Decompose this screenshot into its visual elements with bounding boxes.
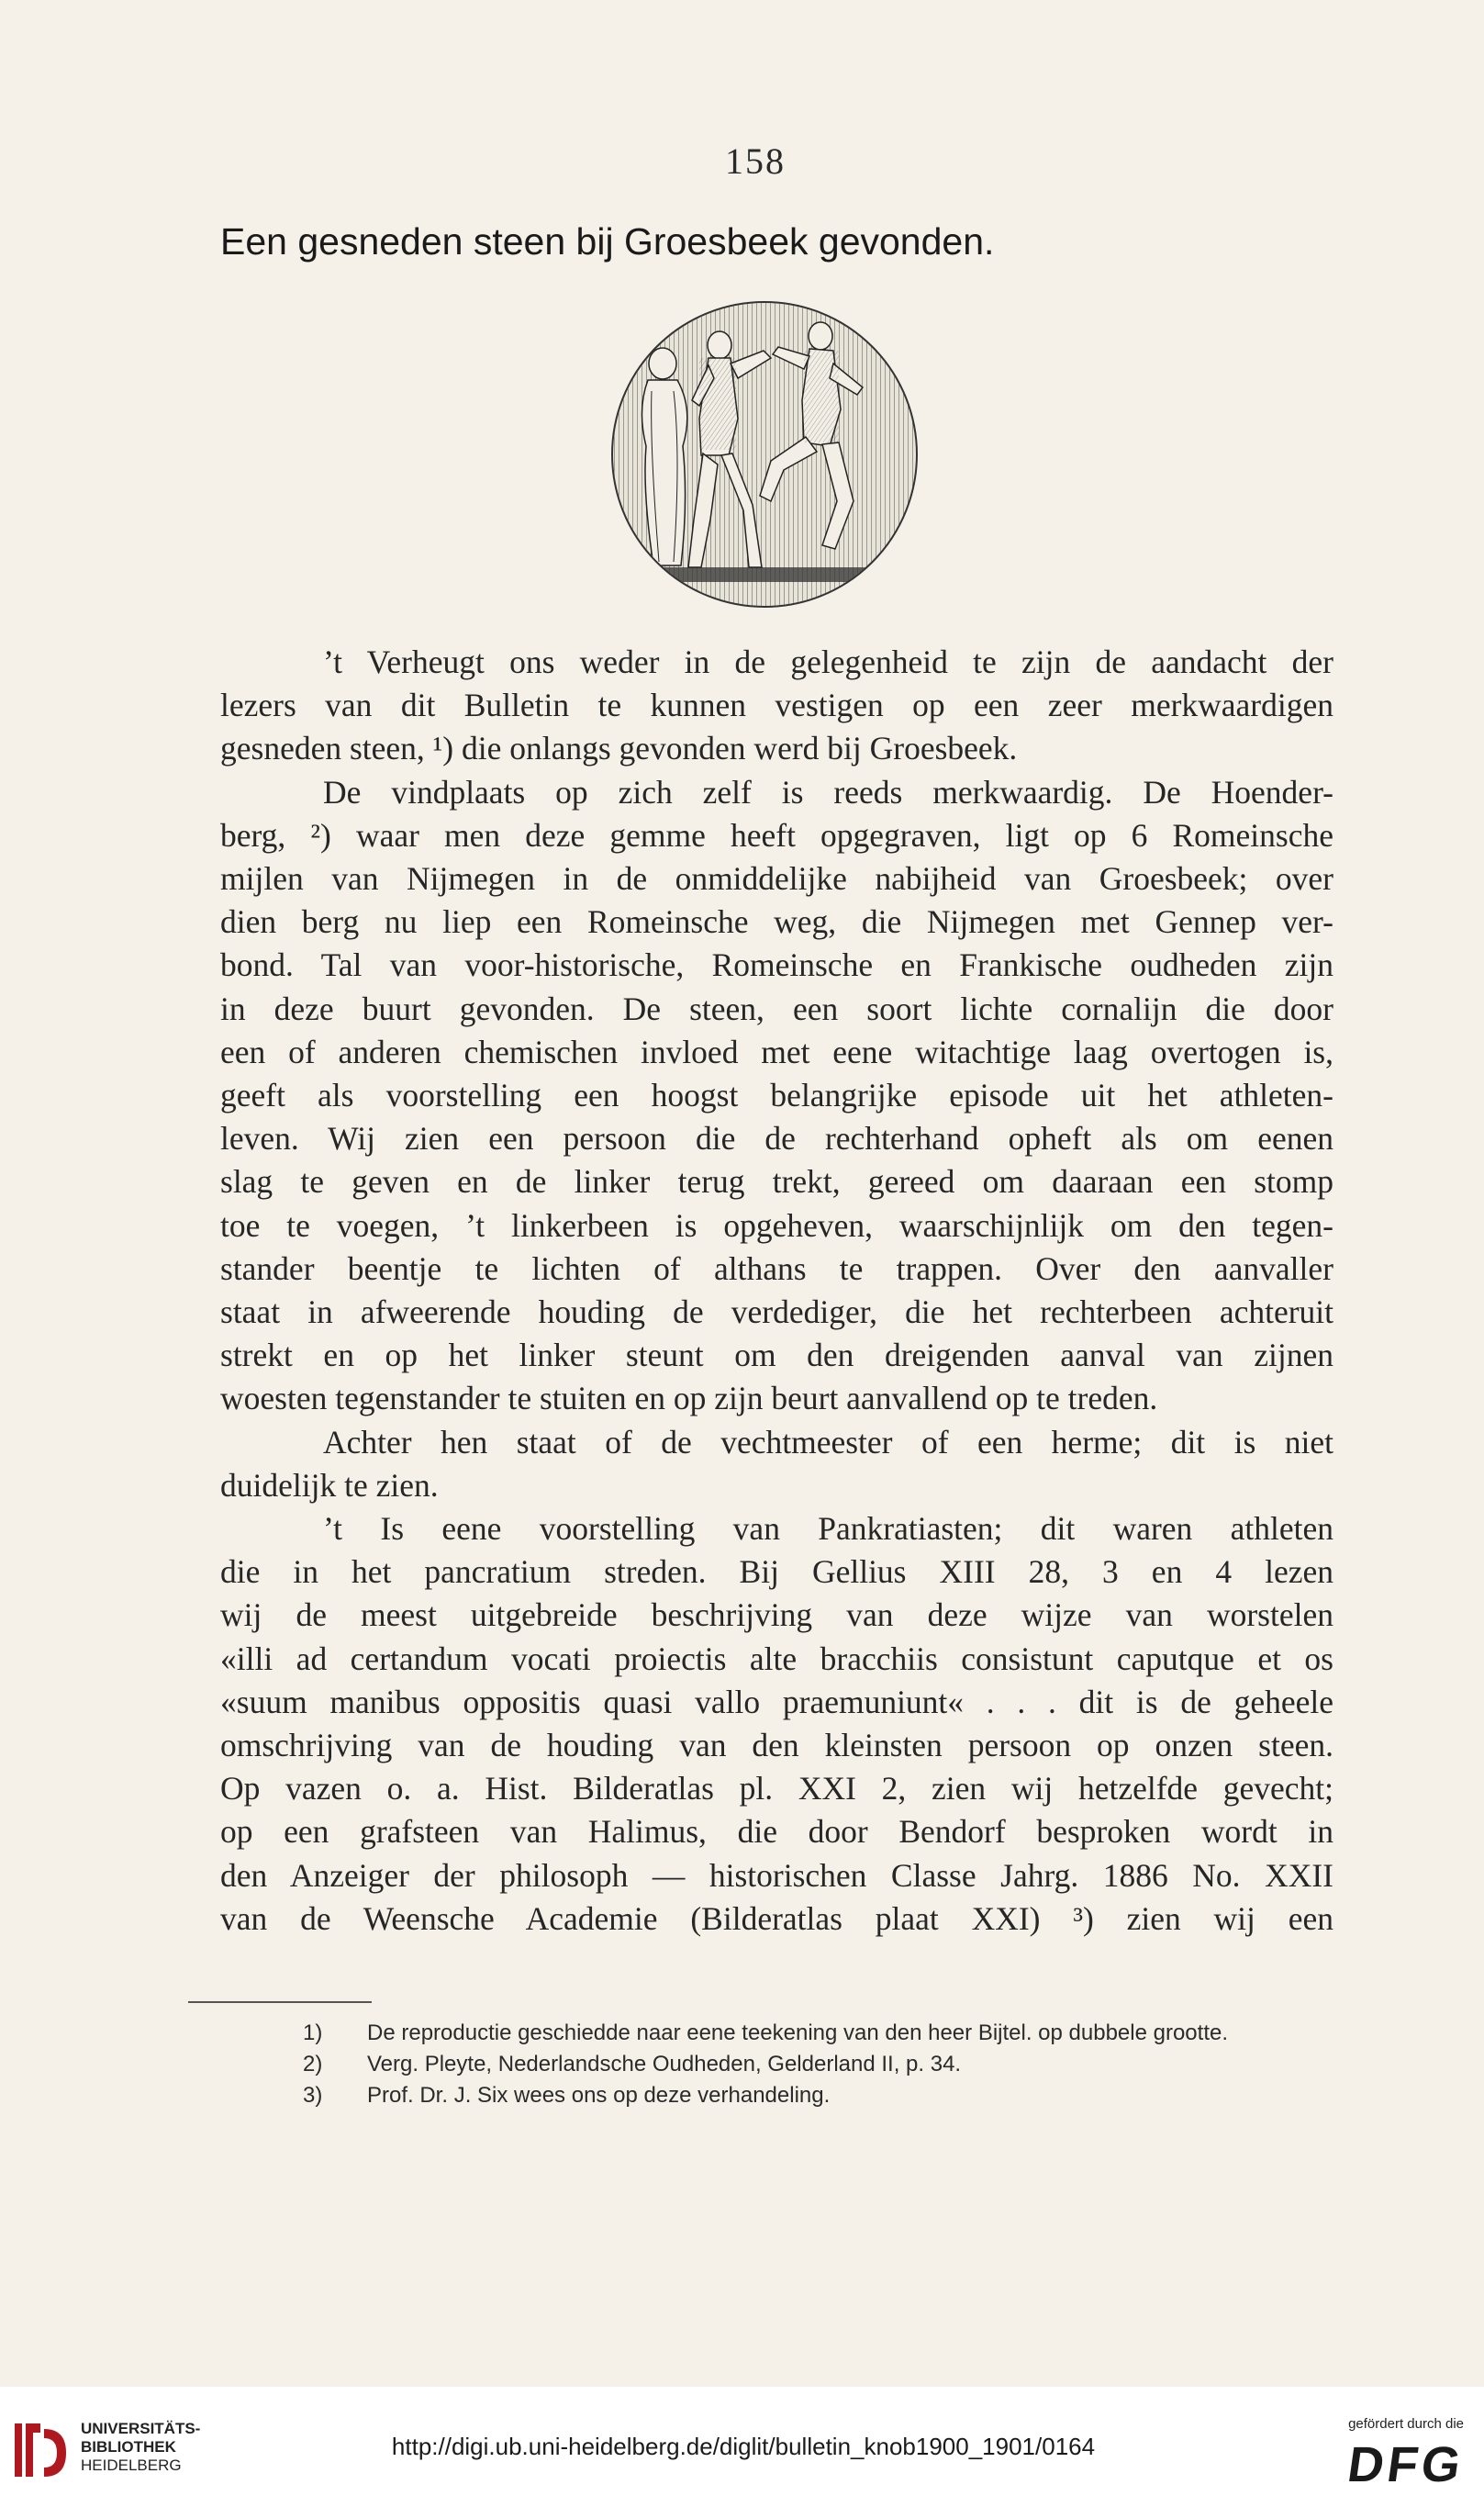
- text-line: lezers van dit Bulletin te kunnen vestigen op een zeer merkwaardigen: [220, 687, 1333, 724]
- text-line: duidelijk te zien.: [220, 1466, 439, 1504]
- text-line: wij de meest uitgebreide beschrijving van deze wijze van worstelen: [220, 1596, 1333, 1634]
- text-line: in deze buurt gevonden. De steen, een soort lichte cornalijn die door: [220, 990, 1333, 1027]
- text-line: De vindplaats op zich zelf is reeds merkwaardig. De Hoender-: [323, 773, 1333, 811]
- text-line: ’t Verheugt ons weder in de gelegenheid te zijn de aandacht der: [323, 644, 1333, 680]
- paragraph-2: [220, 771, 1333, 1421]
- text-line: Op vazen o. a. Hist. Bilderatlas pl. XXI 2, zien wij hetzelfde gevecht;: [220, 1770, 1333, 1808]
- footnote-number: 2): [303, 2052, 323, 2076]
- dfg-logo[interactable]: DFG: [1344, 2437, 1468, 2492]
- footnote-2: [303, 2049, 1340, 2080]
- text-line: dien berg nu liep een Romeinsche weg, die Nijmegen met Gennep ver-: [220, 903, 1333, 941]
- paragraph-3: [220, 1421, 1333, 1507]
- paragraph-4: [220, 1507, 1333, 1941]
- article-title: Een gesneden steen bij Groesbeek gevonden.: [220, 220, 995, 263]
- library-name-line: UNIVERSITÄTS-: [81, 2420, 201, 2437]
- text-line: slag te geven en de linker terug trekt, gereed om daaraan een stomp: [220, 1163, 1333, 1201]
- text-line: leven. Wij zien een persoon die de rechterhand opheft als om eenen: [220, 1120, 1333, 1158]
- library-logo[interactable]: [13, 2420, 200, 2480]
- text-line: stander beentje te lichten of althans te trappen. Over den aanvaller: [220, 1249, 1333, 1287]
- text-line: een of anderen chemischen invloed met eene witachtige laag overtogen is,: [220, 1033, 1333, 1070]
- text-line: berg, ²) waar men deze gemme heeft opgegraven, ligt op 6 Romeinsche: [220, 816, 1333, 854]
- text-line: mijlen van Nijmegen in de onmiddelijke nabijheid van Groesbeek; over: [220, 860, 1333, 898]
- library-name-line: BIBLIOTHEK: [81, 2438, 176, 2456]
- text-line: strekt en op het linker steunt om den dreigenden aanval van zijnen: [220, 1337, 1333, 1374]
- engraved-gem-illustration: [609, 299, 920, 610]
- text-line: op een grafsteen van Halimus, die door Bendorf besproken wordt in: [220, 1813, 1333, 1851]
- footnote-number: 1): [303, 2020, 323, 2045]
- text-line: omschrijving van de houding van den kleinsten persoon op onzen steen.: [220, 1727, 1333, 1764]
- text-line: woesten tegenstander te stuiten en op zijn beurt aanvallend op te treden.: [220, 1380, 1158, 1417]
- footnote-1: [303, 2018, 1340, 2049]
- paragraph-1: [220, 641, 1333, 771]
- text-line: den Anzeiger der philosoph — historischen Classe Jahrg. 1886 No. XXII: [220, 1856, 1333, 1894]
- text-line: ’t Is eene voorstelling van Pankratiasten; dit waren athleten: [323, 1510, 1333, 1548]
- funding-caption: gefördert durch die: [1348, 2416, 1464, 2432]
- text-line: geeft als voorstelling een hoogst belangrijke episode uit het athleten-: [220, 1077, 1333, 1114]
- text-line: staat in afweerende houding de verdediger, die het rechterbeen achteruit: [220, 1293, 1333, 1331]
- footnote-3: [303, 2080, 1340, 2111]
- library-name-line: HEIDELBERG: [81, 2457, 182, 2474]
- footnotes: [303, 2018, 1340, 2111]
- text-line: toe te voegen, ’t linkerbeen is opgeheven, waarschijnlijk om den tegen-: [220, 1206, 1333, 1244]
- footnote-text: De reproductie geschiedde naar eene teekening van den heer Bijtel. op dubbele grootte.: [367, 2020, 1229, 2045]
- footnote-divider: [188, 2001, 372, 2003]
- permalink-url[interactable]: http://digi.ub.uni-heidelberg.de/diglit/bulletin_knob1900_1901/0164: [391, 2433, 1096, 2460]
- text-line: van de Weensche Academie (Bilderatlas plaat XXI) ³) zien wij een: [220, 1899, 1333, 1937]
- text-line: bond. Tal van voor-historische, Romeinsche en Frankische oudheden zijn: [220, 946, 1333, 984]
- text-line: Achter hen staat of de vechtmeester of een herme; dit is niet: [323, 1423, 1333, 1461]
- text-line: die in het pancratium streden. Bij Gellius XIII 28, 3 en 4 lezen: [220, 1553, 1333, 1591]
- text-line: «illi ad certandum vocati proiectis alte bracchiis consistunt caputque et os: [220, 1640, 1333, 1677]
- library-name: [81, 2420, 200, 2475]
- page-number: 158: [725, 140, 786, 182]
- ub-heidelberg-logo-icon: [13, 2420, 72, 2480]
- text-line: «suum manibus oppositis quasi vallo praemuniunt« . . . dit is de geheele: [220, 1683, 1333, 1720]
- article-body: [220, 641, 1333, 1941]
- footnote-text: Prof. Dr. J. Six wees ons op deze verhandeling.: [367, 2083, 831, 2108]
- footnote-text: Verg. Pleyte, Nederlandsche Oudheden, Gelderland II, p. 34.: [367, 2052, 962, 2076]
- text-line: gesneden steen, ¹) die onlangs gevonden werd bij Groesbeek.: [220, 730, 1018, 767]
- footnote-number: 3): [303, 2083, 323, 2108]
